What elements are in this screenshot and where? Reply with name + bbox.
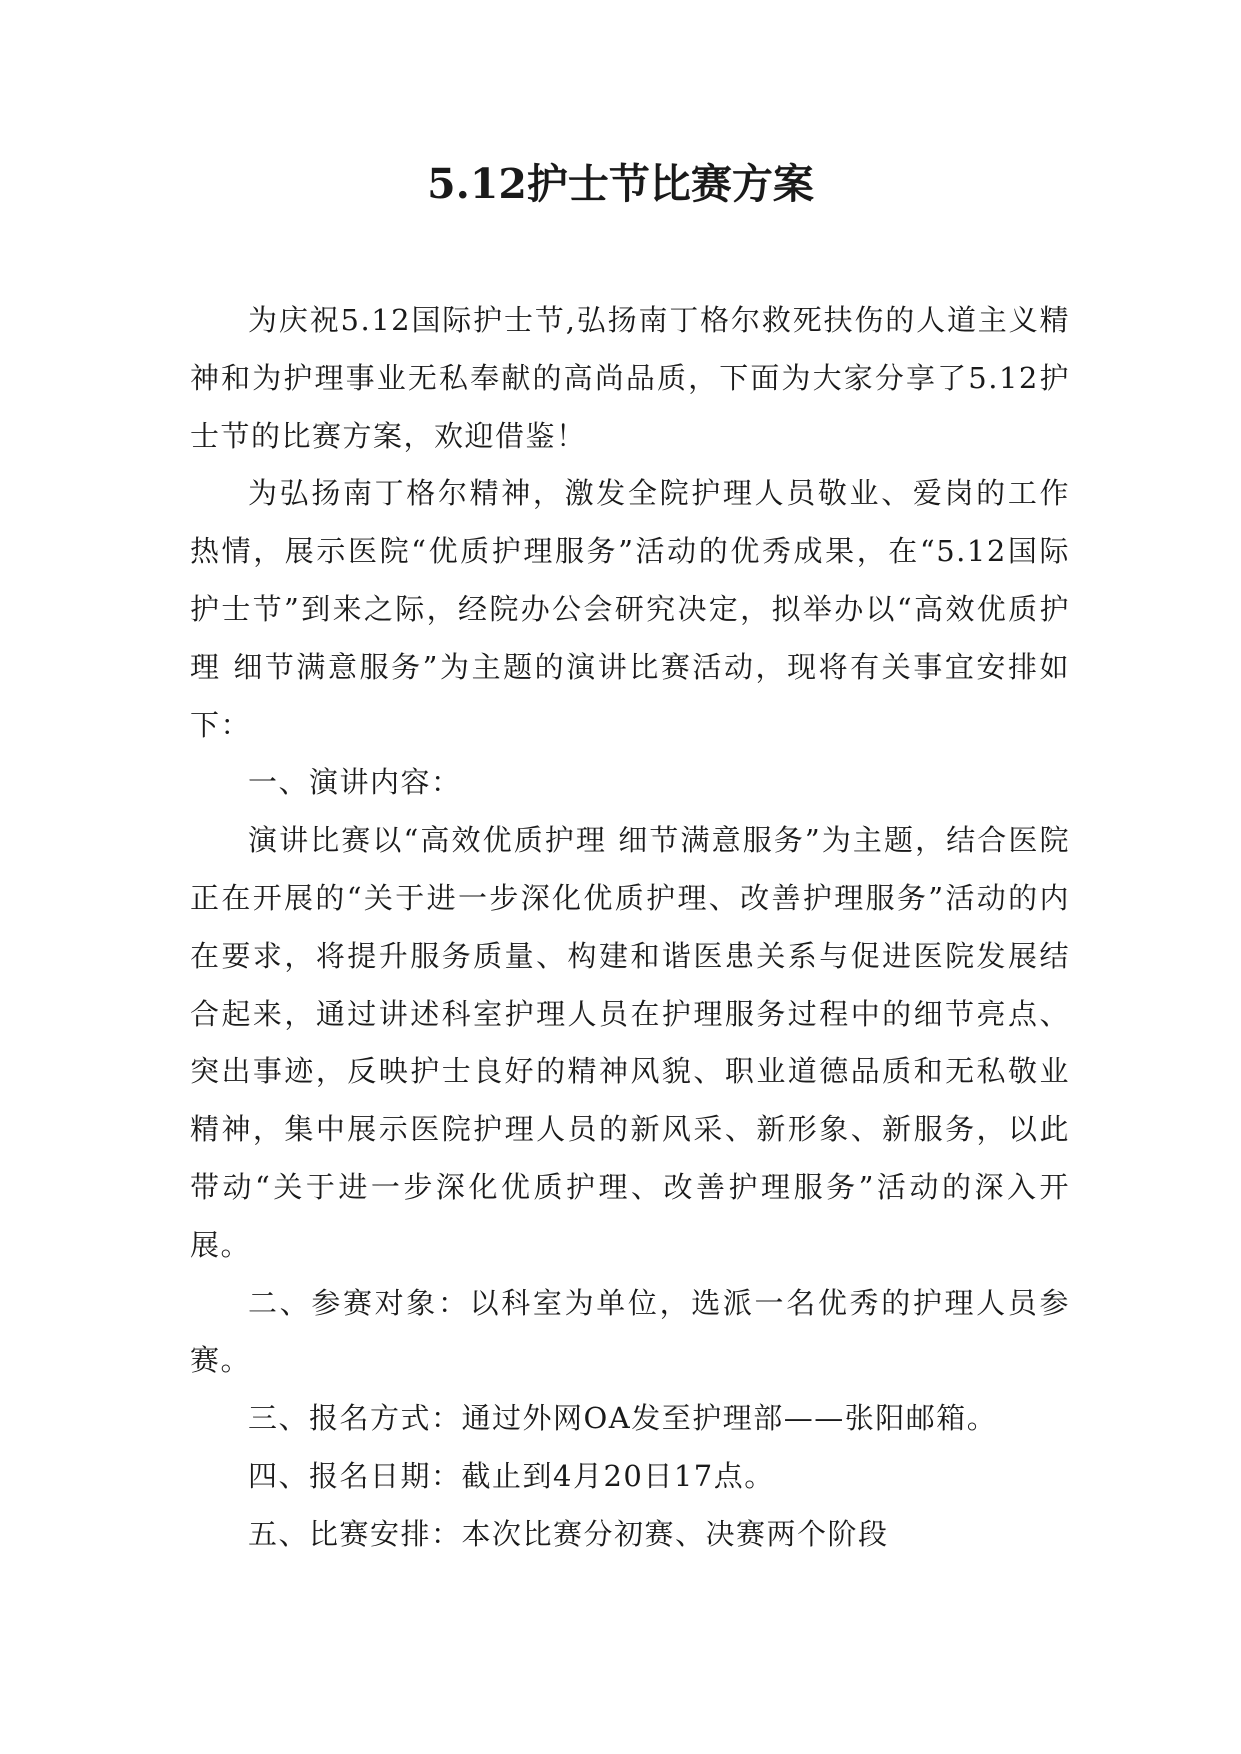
paragraph-content: 演讲比赛以“高效优质护理 细节满意服务”为主题，结合医院正在开展的“关于进一步深化优质护理、改善护理服务”活动的内在要求，将提升服务质量、构建和谐医患关系与促进医院发展结合起来，通过讲述科室护理人员在护理服务过程中的细节亮点、突出事迹，反映护士良好的精神风貌、职业道德品质和无私敬业精神，集中展示医院护理人员的新风采、新形象、新服务，以此带动“关于进一步深化优质护理、改善护理服务”活动的深入开展。 [190,823,1070,1262]
document-body [190,292,1070,1564]
paragraph-registration-method: 三、报名方式：通过外网OA发至护理部——张阳邮箱。 [248,1401,998,1436]
paragraph-registration-date: 四、报名日期：截止到4月20日17点。 [248,1458,775,1493]
section-heading-content: 一、演讲内容： [248,765,462,800]
paragraph-purpose: 为弘扬南丁格尔精神，激发全院护理人员敬业、爱岗的工作热情，展示医院“优质护理服务”活动的优秀成果，在“5.12国际护士节”到来之际，经院办公会研究决定，拟举办以“高效优质护理 细节满意服务”为主题的演讲比赛活动，现将有关事宜安排如下： [190,476,1070,742]
paragraph-participants: 二、参赛对象：以科室为单位，选派一名优秀的护理人员参赛。 [190,1285,1070,1378]
paragraph-intro: 为庆祝5.12国际护士节,弘扬南丁格尔救死扶伤的人道主义精神和为护理事业无私奉献的高尚品质，下面为大家分享了5.12护士节的比赛方案，欢迎借鉴！ [190,303,1070,453]
document-title: 5.12护士节比赛方案 [427,160,814,208]
paragraph-schedule: 五、比赛安排：本次比赛分初赛、决赛两个阶段 [248,1516,889,1551]
